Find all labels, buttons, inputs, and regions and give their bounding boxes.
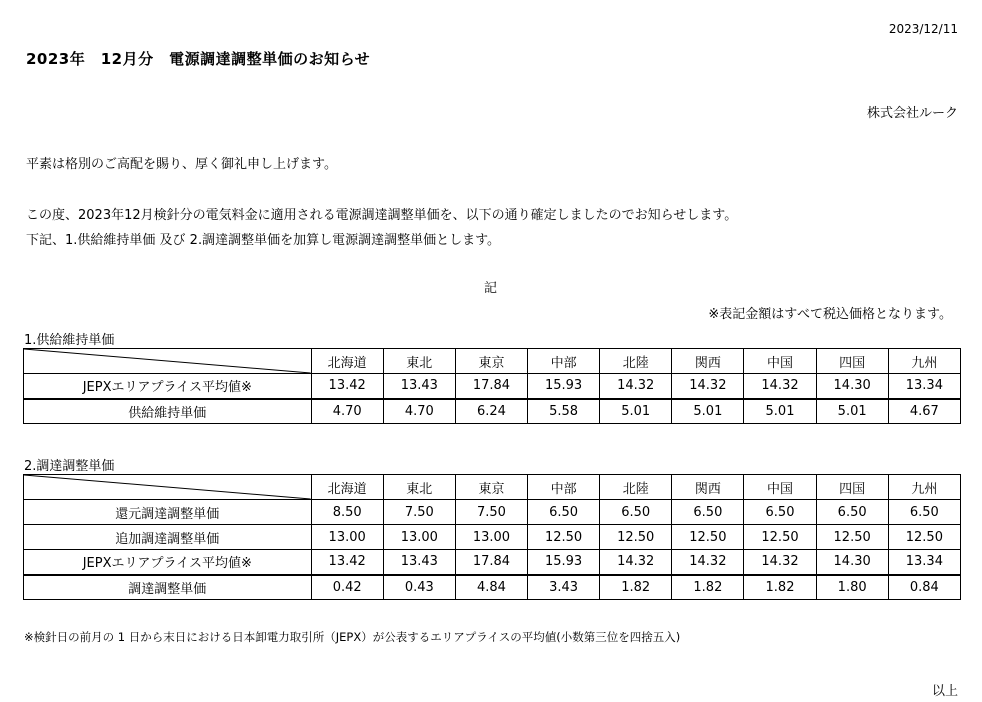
- region-header: 中部: [528, 349, 600, 374]
- price-cell: 6.50: [888, 500, 960, 525]
- region-header: 東北: [383, 475, 455, 500]
- price-cell: 6.50: [528, 500, 600, 525]
- price-cell: 0.43: [383, 575, 455, 600]
- price-cell: 12.50: [888, 525, 960, 550]
- table-row: [24, 399, 961, 424]
- row-label: JEPXエリアプライス平均値※: [24, 550, 312, 575]
- row-label: 追加調達調整単価: [24, 525, 312, 550]
- price-cell: 6.50: [672, 500, 744, 525]
- price-cell: 15.93: [528, 374, 600, 399]
- price-cell: 0.42: [311, 575, 383, 600]
- price-cell: 4.70: [383, 399, 455, 424]
- company-name: 株式会社ルーク: [866, 106, 958, 121]
- price-cell: 6.50: [816, 500, 888, 525]
- price-cell: 13.00: [455, 525, 527, 550]
- table-row: [24, 525, 961, 550]
- document-date: 2023/12/11: [888, 22, 958, 36]
- price-cell: 13.34: [888, 374, 960, 399]
- region-header: 中国: [744, 349, 816, 374]
- price-cell: 13.42: [311, 374, 383, 399]
- table-row: [24, 500, 961, 525]
- price-cell: 13.43: [383, 374, 455, 399]
- greeting-text: 平素は格別のご高配を賜り、厚く御礼申し上げます。: [26, 157, 337, 172]
- price-cell: 12.50: [600, 525, 672, 550]
- price-cell: 5.01: [672, 399, 744, 424]
- page-title: 2023年 12月分 電源調達調整単価のお知らせ: [26, 50, 371, 68]
- closing-text: 以上: [931, 684, 958, 699]
- region-header: 東京: [455, 349, 527, 374]
- formula-paragraph: 下記、1.供給維持単価 及び 2.調達調整単価を加算し電源調達調整単価とします。: [26, 233, 501, 248]
- region-header: 北陸: [600, 349, 672, 374]
- price-cell: 4.84: [455, 575, 527, 600]
- price-cell: 12.50: [672, 525, 744, 550]
- price-cell: 14.32: [744, 550, 816, 575]
- price-cell: 3.43: [528, 575, 600, 600]
- region-header: 北海道: [311, 475, 383, 500]
- price-cell: 7.50: [383, 500, 455, 525]
- price-cell: 14.32: [600, 374, 672, 399]
- region-header: 九州: [888, 349, 960, 374]
- price-cell: 5.58: [528, 399, 600, 424]
- price-cell: 6.50: [744, 500, 816, 525]
- region-header: 東京: [455, 475, 527, 500]
- section-1-label: 1.供給維持単価: [24, 333, 115, 348]
- price-cell: 13.42: [311, 550, 383, 575]
- price-cell: 1.82: [744, 575, 816, 600]
- table-header-row: [24, 349, 961, 374]
- price-cell: 13.43: [383, 550, 455, 575]
- price-cell: 7.50: [455, 500, 527, 525]
- procurement-adjustment-table: [23, 474, 961, 600]
- price-cell: 5.01: [816, 399, 888, 424]
- table-header-row: [24, 475, 961, 500]
- price-cell: 4.67: [888, 399, 960, 424]
- price-cell: 8.50: [311, 500, 383, 525]
- price-cell: 13.00: [383, 525, 455, 550]
- price-cell: 6.24: [455, 399, 527, 424]
- region-header: 四国: [816, 475, 888, 500]
- supply-maintenance-table: [23, 348, 961, 424]
- table-row: [24, 374, 961, 399]
- price-cell: 17.84: [455, 374, 527, 399]
- price-cell: 1.80: [816, 575, 888, 600]
- price-cell: 12.50: [744, 525, 816, 550]
- price-cell: 1.82: [672, 575, 744, 600]
- diagonal-corner-cell: [24, 475, 312, 500]
- price-cell: 5.01: [744, 399, 816, 424]
- intro-paragraph: この度、2023年12月検針分の電気料金に適用される電源調達調整単価を、以下の通り確定しましたのでお知らせします。: [26, 208, 738, 223]
- price-cell: 14.30: [816, 374, 888, 399]
- price-cell: 12.50: [528, 525, 600, 550]
- price-cell: 4.70: [311, 399, 383, 424]
- region-header: 北海道: [311, 349, 383, 374]
- region-header: 四国: [816, 349, 888, 374]
- price-cell: 13.00: [311, 525, 383, 550]
- price-cell: 14.32: [600, 550, 672, 575]
- price-cell: 17.84: [455, 550, 527, 575]
- price-cell: 14.32: [744, 374, 816, 399]
- table-row: [24, 550, 961, 575]
- row-label: 還元調達調整単価: [24, 500, 312, 525]
- section-2-label: 2.調達調整単価: [24, 459, 115, 474]
- region-header: 東北: [383, 349, 455, 374]
- region-header: 関西: [672, 349, 744, 374]
- region-header: 九州: [888, 475, 960, 500]
- price-cell: 6.50: [600, 500, 672, 525]
- price-cell: 14.30: [816, 550, 888, 575]
- region-header: 関西: [672, 475, 744, 500]
- price-cell: 14.32: [672, 550, 744, 575]
- table-row: [24, 575, 961, 600]
- price-cell: 1.82: [600, 575, 672, 600]
- diagonal-corner-cell: [24, 349, 312, 374]
- price-cell: 13.34: [888, 550, 960, 575]
- region-header: 北陸: [600, 475, 672, 500]
- row-label: JEPXエリアプライス平均値※: [24, 374, 312, 399]
- footnote: ※検針日の前月の 1 日から末日における日本卸電力取引所（JEPX）が公表するエリアプライスの平均値(小数第三位を四捨五入): [24, 630, 681, 644]
- price-cell: 12.50: [816, 525, 888, 550]
- row-label: 調達調整単価: [24, 575, 312, 600]
- region-header: 中部: [528, 475, 600, 500]
- region-header: 中国: [744, 475, 816, 500]
- tax-note: ※表記金額はすべて税込価格となります。: [708, 307, 952, 322]
- ki-heading: 記: [484, 281, 498, 296]
- price-cell: 15.93: [528, 550, 600, 575]
- price-cell: 5.01: [600, 399, 672, 424]
- row-label: 供給維持単価: [24, 399, 312, 424]
- price-cell: 0.84: [888, 575, 960, 600]
- price-cell: 14.32: [672, 374, 744, 399]
